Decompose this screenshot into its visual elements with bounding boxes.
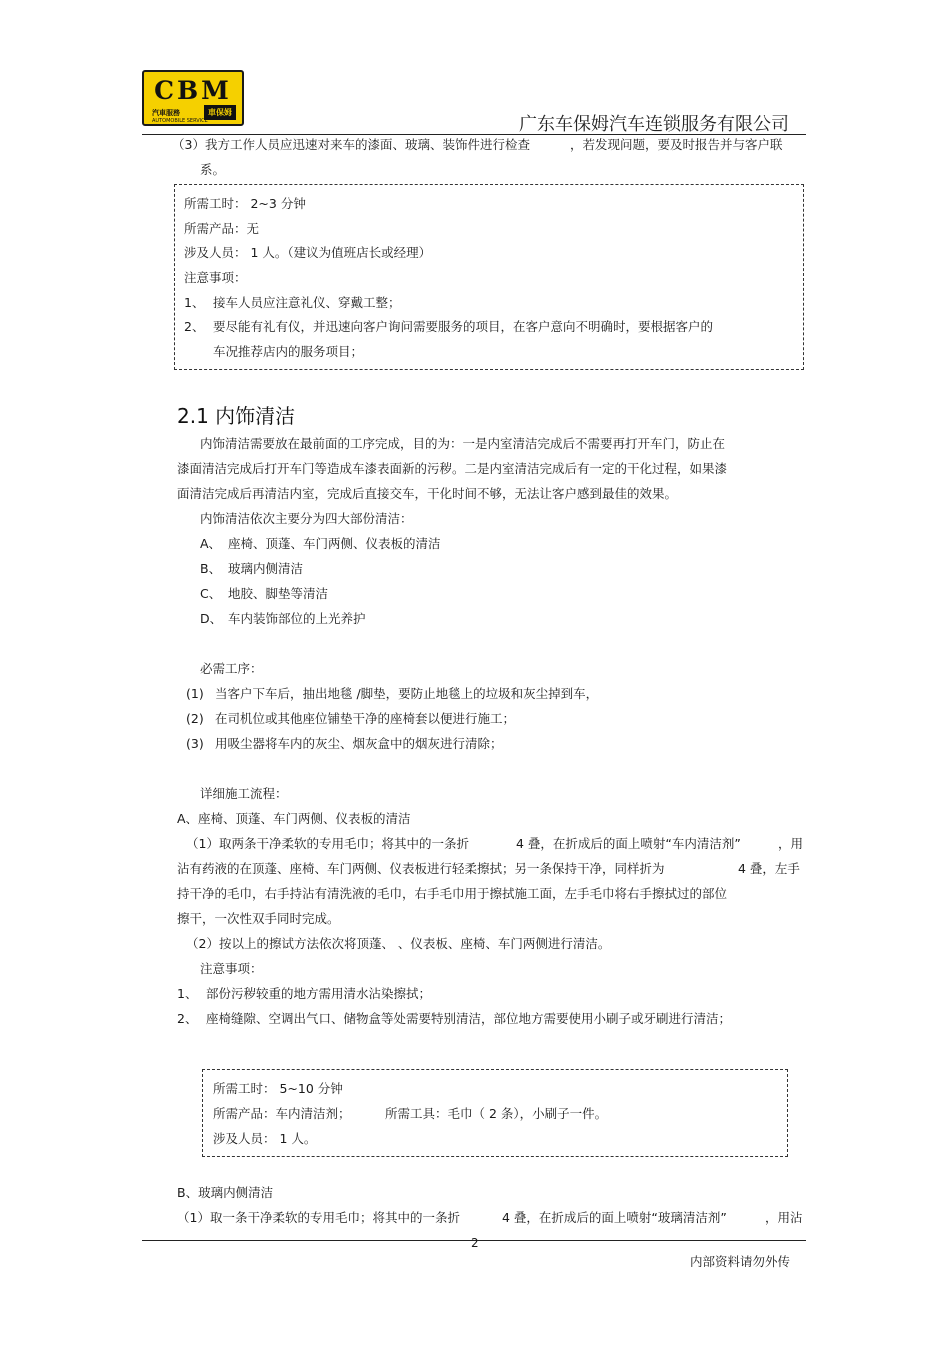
flow-a-line-4: 擦干，一次性双手同时完成。 [177, 911, 340, 926]
logo-text: CBM [154, 76, 232, 105]
flow-a-line-1: （1）取两条干净柔软的专用毛巾；将其中的一条折 [186, 836, 469, 851]
flow-a-line-2b: 4 叠，左手 [738, 861, 800, 876]
required-step: 用吸尘器将车内的灰尘、烟灰盒中的烟灰进行清除； [215, 736, 503, 751]
intro-line-1b: ，若发现问题，要及时报告并与客户联 [570, 137, 783, 152]
logo-subtext-left: 汽車服務 [152, 109, 180, 117]
box2-product: 所需产品：车内清洁剂； [213, 1106, 351, 1121]
required-step-key: (1) [186, 686, 204, 701]
intro-line-2: 系。 [200, 162, 226, 177]
header-rule [142, 134, 806, 135]
intro-line-1: （3）我方工作人员应迅速对来车的漆面、玻璃、装饰件进行检查 [172, 137, 530, 152]
box2-staff: 涉及人员： 1 人。 [213, 1131, 317, 1146]
required-step-key: (2) [186, 711, 204, 726]
part-item: 玻璃内侧清洁 [228, 561, 304, 576]
flow-a-line-1b: 4 叠，在折成后的面上喷射“车内清洁剂” [516, 836, 741, 851]
page-number: 2 [471, 1236, 479, 1250]
section-para-4: 内饰清洁依次主要分为四大部份清洁： [200, 511, 413, 526]
required-step: 在司机位或其他座位铺垫干净的座椅套以便进行施工； [215, 711, 516, 726]
box1-note-1-num: 1、 [184, 295, 205, 310]
section-b-line-1: （1）取一条干净柔软的专用毛巾；将其中的一条折 [177, 1210, 460, 1225]
section-title: 2.1 内饰清洁 [177, 404, 296, 428]
box1-product: 所需产品：无 [184, 221, 260, 236]
box1-notes-title: 注意事项： [184, 270, 247, 285]
part-item-key: D、 [200, 611, 223, 626]
flow-title: 详细施工流程： [200, 786, 288, 801]
logo-subtext-en: AUTOMOBILE SERVICE [152, 118, 208, 124]
section-b-title: B、玻璃内侧清洁 [177, 1185, 274, 1200]
box2-time: 所需工时： 5~10 分钟 [213, 1081, 343, 1096]
section-para-2: 漆面清洁完成后打开车门等造成车漆表面新的污秽。二是内室清洁完成后有一定的干化过程，如果漆 [177, 461, 728, 476]
flow-note-1: 部份污秽较重的地方需用清水沾染擦拭； [206, 986, 432, 1001]
box1-note-2b: 车况推荐店内的服务项目； [213, 344, 364, 359]
company-logo [142, 70, 244, 126]
part-item-key: C、 [200, 586, 222, 601]
flow-note-2: 座椅缝隙、空调出气口、储物盒等处需要特别清洁，部位地方需要使用小刷子或牙刷进行清洁； [206, 1011, 732, 1026]
box2-tool: 所需工具：毛巾（ 2 条），小刷子一件。 [385, 1106, 608, 1121]
part-item: 车内装饰部位的上光养护 [228, 611, 366, 626]
required-step: 当客户下车后，抽出地毯 /脚垫，要防止地毯上的垃圾和灰尘掉到车， [215, 686, 599, 701]
footer-note: 内部资料请勿外传 [690, 1254, 791, 1269]
flow-a-line-1c: ，用 [778, 836, 804, 851]
flow-a-line-3: 持干净的毛巾，右手持沾有清洗液的毛巾，右手毛巾用于擦拭施工面，左手毛巾将右手擦拭过的部位 [177, 886, 728, 901]
flow-notes-title: 注意事项： [200, 961, 263, 976]
info-box-reception [174, 184, 804, 370]
part-item: 地胶、脚垫等清洁 [228, 586, 329, 601]
required-step-key: (3) [186, 736, 204, 751]
section-para-1: 内饰清洁需要放在最前面的工序完成，目的为：一是内室清洁完成后不需要再打开车门，防止在 [200, 436, 726, 451]
box1-note-2-num: 2、 [184, 319, 205, 334]
section-b-line-1b: 4 叠，在折成后的面上喷射“玻璃清洁剂” [502, 1210, 727, 1225]
flow-note-1-num: 1、 [177, 986, 198, 1001]
part-item-key: B、 [200, 561, 222, 576]
section-b-line-1c: ，用沾 [765, 1210, 803, 1225]
box1-staff: 涉及人员： 1 人。（建议为值班店长或经理） [184, 245, 432, 260]
part-item-key: A、 [200, 536, 222, 551]
section-para-3: 面清洁完成后再清洁内室，完成后直接交车，干化时间不够，无法让客户感到最佳的效果。 [177, 486, 678, 501]
logo-subtext-right: 車保姆 [204, 105, 236, 120]
flow-note-2-num: 2、 [177, 1011, 198, 1026]
flow-a-title: A、座椅、顶蓬、车门两侧、仪表板的清洁 [177, 811, 411, 826]
box1-note-2: 要尽能有礼有仪，并迅速向客户询问需要服务的项目，在客户意向不明确时，要根据客户的 [213, 319, 714, 334]
company-name: 广东车保姆汽车连锁服务有限公司 [519, 114, 789, 135]
required-title: 必需工序： [200, 661, 263, 676]
part-item: 座椅、顶蓬、车门两侧、仪表板的清洁 [228, 536, 441, 551]
flow-a-line-2: 沾有药液的在顶蓬、座椅、车门两侧、仪表板进行轻柔擦拭；另一条保持干净，同样折为 [177, 861, 665, 876]
box1-note-1: 接车人员应注意礼仪、穿戴工整； [213, 295, 401, 310]
box1-time: 所需工时： 2~3 分钟 [184, 196, 306, 211]
flow-a-line-5: （2）按以上的擦试方法依次将顶蓬、 、仪表板、座椅、车门两侧进行清洁。 [186, 936, 611, 951]
